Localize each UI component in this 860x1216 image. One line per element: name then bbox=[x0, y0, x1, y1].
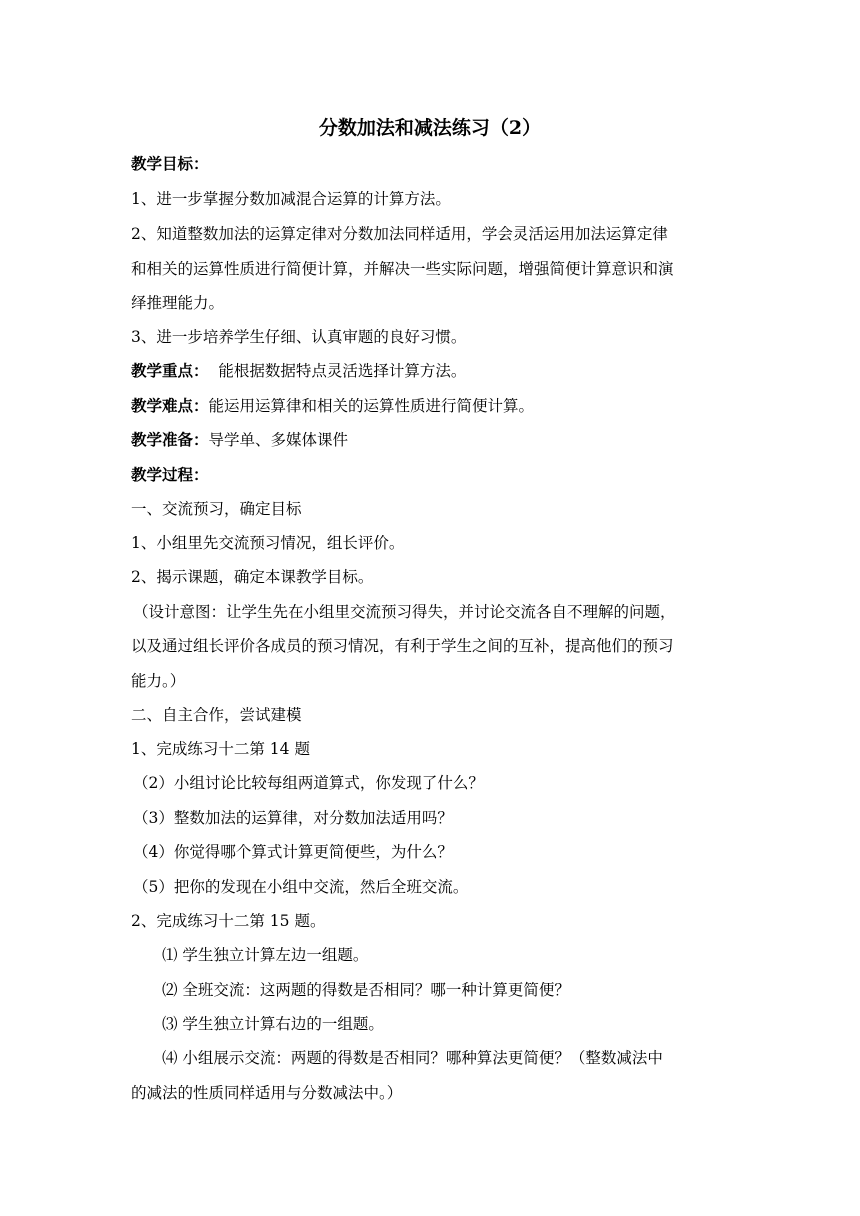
section-1-item-2: 2、揭示课题，确定本课教学目标。 bbox=[131, 568, 374, 586]
design-note-line-2: 以及通过组长评价各成员的预习情况，有利于学生之间的互补，提高他们的预习 bbox=[131, 637, 674, 655]
preparation-text: 导学单、多媒体课件 bbox=[208, 431, 349, 449]
section-2-question-5: （5）把你的发现在小组中交流，然后全班交流。 bbox=[133, 878, 469, 896]
section-2-step-3: ⑶ 学生独立计算右边的一组题。 bbox=[162, 1015, 384, 1033]
section-2-step-4-line-1: ⑷ 小组展示交流：两题的得数是否相同？哪种算法更简便？（整数减法中 bbox=[162, 1049, 663, 1067]
goal-2-line-1: 2、知道整数加法的运算定律对分数加法同样适用，学会灵活运用加法运算定律 bbox=[131, 225, 668, 243]
design-note-line-1: （设计意图：让学生先在小组里交流预习得失，并讨论交流各自不理解的问题， bbox=[133, 603, 676, 621]
process-heading: 教学过程： bbox=[131, 465, 209, 484]
section-2-item-2: 2、完成练习十二第 15 题。 bbox=[131, 912, 326, 930]
section-2-question-3: （3）整数加法的运算律，对分数加法适用吗？ bbox=[133, 809, 453, 827]
section-2-step-2: ⑵ 全班交流：这两题的得数是否相同？哪一种计算更简便？ bbox=[162, 981, 570, 999]
goal-3: 3、进一步培养学生仔细、认真审题的良好习惯。 bbox=[131, 328, 467, 346]
section-1-item-1: 1、小组里先交流预习情况，组长评价。 bbox=[131, 534, 405, 552]
section-1-heading: 一、交流预习，确定目标 bbox=[131, 500, 302, 518]
section-2-step-4-line-2: 的减法的性质同样适用与分数减法中。） bbox=[131, 1084, 403, 1102]
section-2-item-1: 1、完成练习十二第 14 题 bbox=[131, 740, 310, 758]
key-point-label: 教学重点： bbox=[131, 361, 209, 380]
document-title: 分数加法和减法练习（2） bbox=[318, 117, 542, 139]
goals-heading: 教学目标： bbox=[131, 154, 209, 173]
difficulty-label: 教学难点： bbox=[131, 396, 209, 415]
section-2-question-2: （2）小组讨论比较每组两道算式，你发现了什么？ bbox=[133, 774, 484, 792]
preparation bbox=[131, 429, 731, 451]
difficulty-text: 能运用运算律和相关的运算性质进行简便计算。 bbox=[208, 397, 535, 415]
goal-2-line-2: 和相关的运算性质进行简便计算，并解决一些实际问题，增强简便计算意识和演 bbox=[131, 260, 674, 278]
goal-2-line-3: 绎推理能力。 bbox=[131, 294, 225, 312]
key-point-text: 能根据数据特点灵活选择计算方法。 bbox=[208, 362, 467, 380]
goal-1: 1、进一步掌握分数加减混合运算的计算方法。 bbox=[131, 190, 451, 208]
design-note-line-3: 能力。） bbox=[131, 672, 186, 690]
key-point bbox=[131, 360, 731, 382]
difficulty-point bbox=[131, 395, 731, 417]
preparation-label: 教学准备： bbox=[131, 430, 209, 449]
section-2-question-4: （4）你觉得哪个算式计算更简便些，为什么？ bbox=[133, 843, 453, 861]
section-2-heading: 二、自主合作，尝试建模 bbox=[131, 706, 302, 724]
section-2-step-1: ⑴ 学生独立计算左边一组题。 bbox=[162, 946, 369, 964]
